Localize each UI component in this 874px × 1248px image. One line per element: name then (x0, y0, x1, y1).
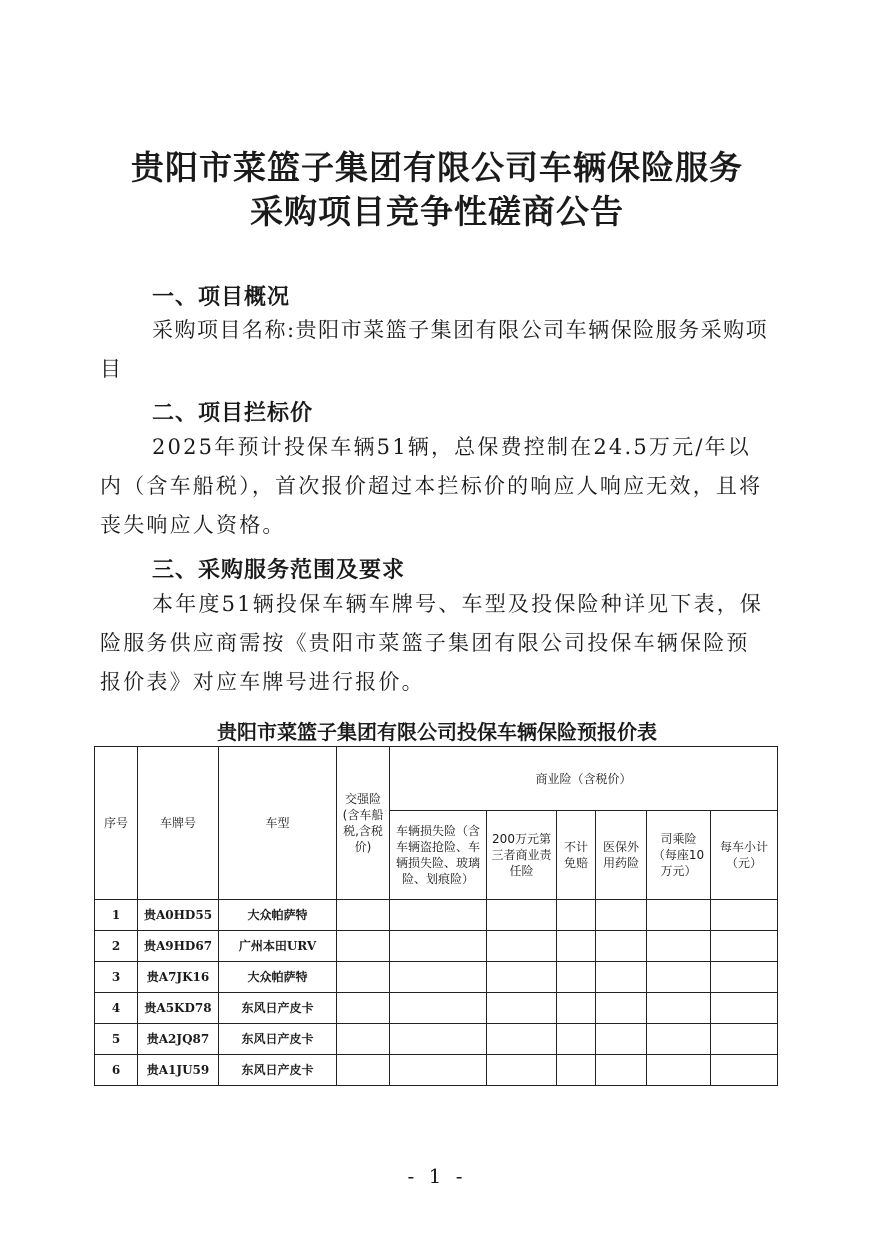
table-row (95, 1055, 778, 1086)
cell-empty (711, 931, 778, 962)
table-row (95, 993, 778, 1024)
header-commercial: 商业险（含税价） (390, 747, 778, 811)
section-3-paragraph: 本年度51辆投保车辆车牌号、车型及投保险种详见下表，保险服务供应商需按《贵阳市菜篮子集团有限公司投保车辆保险预报价表》对应车牌号进行报价。 (100, 592, 764, 694)
cell-empty (596, 900, 647, 931)
cell-empty (487, 1024, 557, 1055)
cell-plate: 贵A7JK16 (138, 962, 219, 993)
cell-empty (557, 931, 596, 962)
header-compulsory: 交强险(含车船税,含税价) (337, 747, 390, 900)
cell-plate: 贵A9HD67 (138, 931, 219, 962)
cell-empty (390, 900, 487, 931)
cell-empty (337, 962, 390, 993)
cell-empty (337, 900, 390, 931)
cell-model: 东风日产皮卡 (219, 1055, 337, 1086)
cell-plate: 贵A0HD55 (138, 900, 219, 931)
header-seq: 序号 (95, 747, 138, 900)
cell-seq: 6 (95, 1055, 138, 1086)
cell-empty (596, 1055, 647, 1086)
cell-empty (557, 900, 596, 931)
section-2-heading: 二、项目拦标价 (152, 401, 314, 426)
cell-model: 大众帕萨特 (219, 900, 337, 931)
cell-empty (647, 900, 711, 931)
header-plate: 车牌号 (138, 747, 219, 900)
header-third-party: 200万元第三者商业责任险 (487, 811, 557, 900)
section-1-paragraph: 采购项目名称:贵阳市菜篮子集团有限公司车辆保险服务采购项目 (100, 318, 769, 381)
cell-empty (596, 993, 647, 1024)
cell-empty (337, 931, 390, 962)
cell-seq: 3 (95, 962, 138, 993)
cell-model: 东风日产皮卡 (219, 993, 337, 1024)
section-1-heading: 一、项目概况 (152, 285, 291, 310)
cell-empty (390, 962, 487, 993)
cell-empty (337, 993, 390, 1024)
document-title-line-2: 采购项目竞争性磋商公告 (250, 192, 624, 231)
cell-empty (487, 900, 557, 931)
document-title-line-1: 贵阳市菜篮子集团有限公司车辆保险服务 (131, 148, 743, 187)
cell-empty (711, 962, 778, 993)
header-no-deductible: 不计免赔 (557, 811, 596, 900)
cell-empty (711, 1055, 778, 1086)
cell-empty (596, 962, 647, 993)
cell-seq: 5 (95, 1024, 138, 1055)
header-model: 车型 (219, 747, 337, 900)
cell-empty (711, 1024, 778, 1055)
cell-empty (557, 962, 596, 993)
cell-empty (557, 993, 596, 1024)
cell-model: 大众帕萨特 (219, 962, 337, 993)
cell-empty (337, 1055, 390, 1086)
cell-empty (557, 1024, 596, 1055)
header-medical: 医保外用药险 (596, 811, 647, 900)
table-body (95, 900, 778, 1086)
header-passenger: 司乘险（每座10万元） (647, 811, 711, 900)
cell-empty (337, 1024, 390, 1055)
cell-seq: 1 (95, 900, 138, 931)
cell-empty (487, 931, 557, 962)
cell-empty (647, 993, 711, 1024)
cell-empty (647, 962, 711, 993)
table-row (95, 1024, 778, 1055)
table-title: 贵阳市菜篮子集团有限公司投保车辆保险预报价表 (217, 720, 657, 744)
quote-table (94, 746, 778, 1086)
cell-empty (647, 931, 711, 962)
cell-empty (390, 1055, 487, 1086)
cell-empty (647, 1024, 711, 1055)
cell-plate: 贵A1JU59 (138, 1055, 219, 1086)
header-subtotal: 每车小计（元） (711, 811, 778, 900)
cell-empty (487, 1055, 557, 1086)
cell-empty (487, 993, 557, 1024)
table-row (95, 900, 778, 931)
cell-model: 广州本田URV (219, 931, 337, 962)
header-damage: 车辆损失险（含车辆盗抢险、车辆损失险、玻璃险、划痕险） (390, 811, 487, 900)
cell-empty (557, 1055, 596, 1086)
cell-empty (390, 993, 487, 1024)
section-3-heading: 三、采购服务范围及要求 (152, 558, 406, 583)
cell-empty (596, 931, 647, 962)
cell-model: 东风日产皮卡 (219, 1024, 337, 1055)
table-row (95, 931, 778, 962)
cell-seq: 4 (95, 993, 138, 1024)
cell-seq: 2 (95, 931, 138, 962)
cell-empty (390, 931, 487, 962)
cell-empty (711, 993, 778, 1024)
cell-empty (487, 962, 557, 993)
table-row (95, 962, 778, 993)
cell-empty (596, 1024, 647, 1055)
cell-empty (390, 1024, 487, 1055)
cell-plate: 贵A5KD78 (138, 993, 219, 1024)
section-2-paragraph: 2025年预计投保车辆51辆，总保费控制在24.5万元/年以内（含车船税），首次报价超过本拦标价的响应人响应无效，且将丧失响应人资格。 (100, 435, 763, 537)
cell-empty (647, 1055, 711, 1086)
cell-empty (711, 900, 778, 931)
cell-plate: 贵A2JQ87 (138, 1024, 219, 1055)
page-number: - 1 - (407, 1164, 467, 1188)
